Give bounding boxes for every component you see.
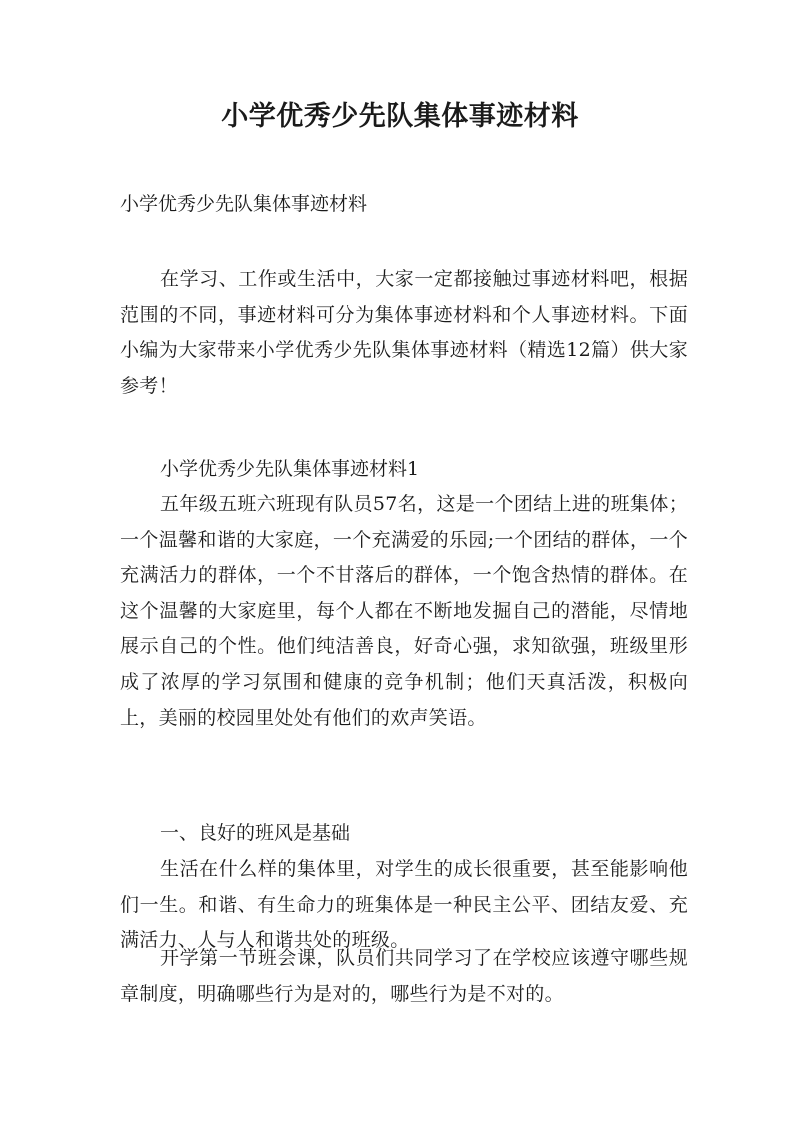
document-subtitle: 小学优秀少先队集体事迹材料 [120,193,368,215]
section-1-paragraph: 五年级五班六班现有队员57名，这是一个团结上进的班集体；一个温馨和谐的大家庭，一个充满爱的乐园;一个团结的群体，一个充满活力的群体，一个不甘落后的群体，一个饱含热情的群体。在这个温馨的大家庭里，每个人都在不断地发掘自己的潜能，尽情地展示自己的个性。他们纯洁善良，好奇心强，求知欲强，班级里形成了浓厚的学习氛围和健康的竞争机制；他们天真活泼，积极向上，美丽的校园里处处有他们的欢声笑语。 [120,493,688,729]
section-1-title: 小学优秀少先队集体事迹材料1 [160,458,420,480]
subsection-1-paragraph-2: 开学第一节班会课，队员们共同学习了在学校应该遵守哪些规章制度，明确哪些行为是对的，哪些行为是不对的。 [120,947,688,1005]
intro-paragraph: 在学习、工作或生活中，大家一定都接触过事迹材料吧，根据范围的不同，事迹材料可分为集体事迹材料和个人事迹材料。下面小编为大家带来小学优秀少先队集体事迹材料（精选12篇）供大家参考！ [120,268,688,397]
subsection-1-title: 一、良好的班风是基础 [160,822,351,844]
subsection-1-paragraph-1: 生活在什么样的集体里，对学生的成长很重要，甚至能影响他们一生。和谐、有生命力的班集体是一种民主公平、团结友爱、充满活力、人与人和谐共处的班级。 [120,858,688,952]
document-title: 小学优秀少先队集体事迹材料 [221,101,579,132]
